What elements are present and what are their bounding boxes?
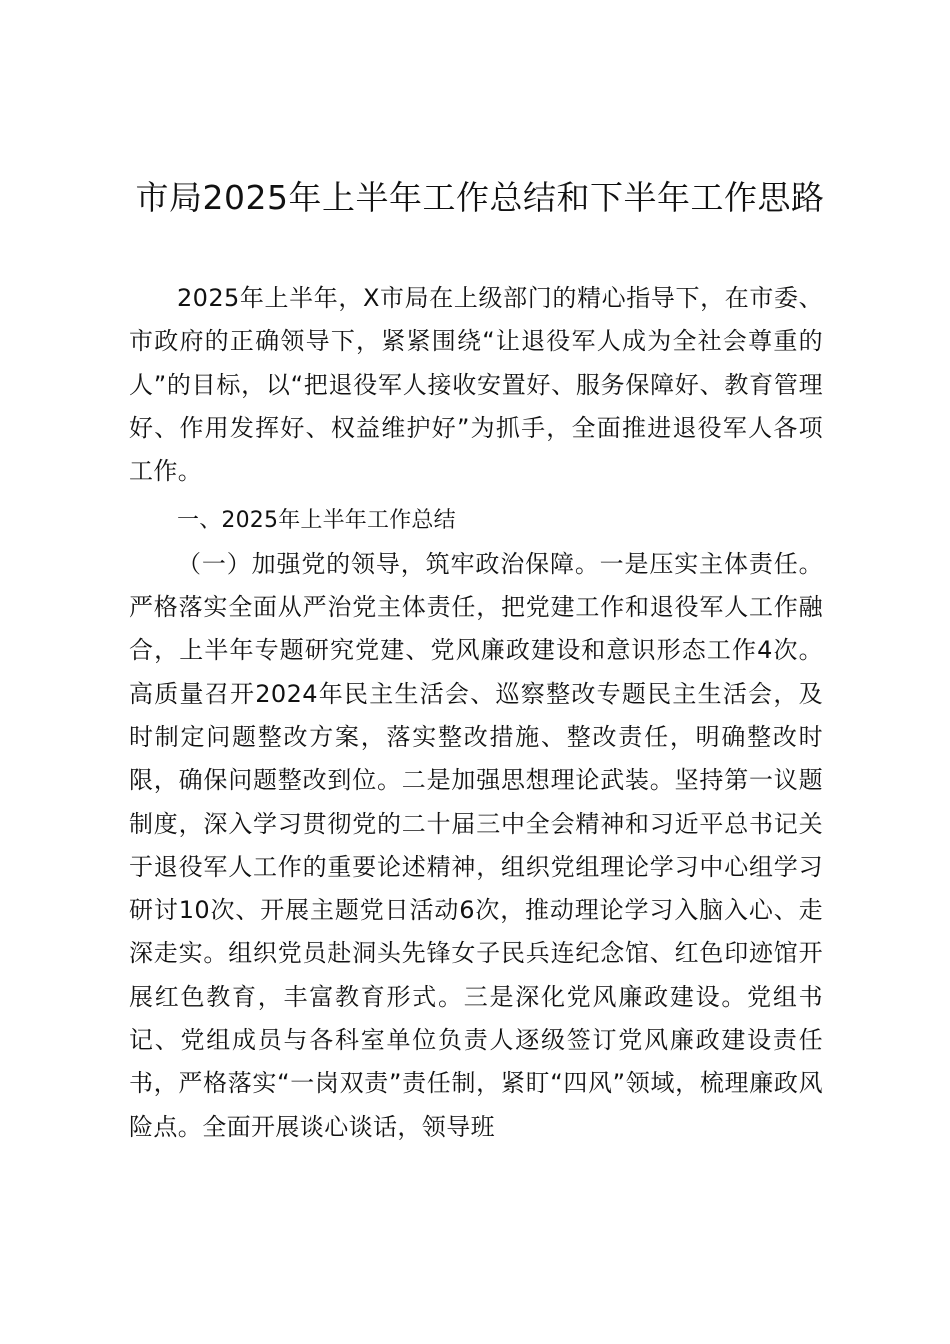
section-paragraph: （一）加强党的领导，筑牢政治保障。一是压实主体责任。严格落实全面从严治党主体责任，把党建工作和退役军人工作融合，上半年专题研究党建、党风廉政建设和意识形态工作4次。高质量召开2024年民主生活会、巡察整改专题民主生活会，及时制定问题整改方案，落实整改措施、整改责任，明确整改时限，确保问题整改到位。二是加强思想理论武装。坚持第一议题制度，深入学习贯彻党的二十届三中全会精神和习近平总书记关于退役军人工作的重要论述精神，组织党组理论学习中心组学习研讨10次、开展主题党日活动6次，推动理论学习入脑入心、走深走实。组织党员赴洞头先锋女子民兵连纪念馆、红色印迹馆开展红色教育，丰富教育形式。三是深化党风廉政建设。党组书记、党组成员与各科室单位负责人逐级签订党风廉政建设责任书，严格落实“一岗双责”责任制，紧盯“四风”领域，梳理廉政风险点。全面开展谈心谈话，领导班 — [129, 549, 823, 1141]
intro-paragraph: 2025年上半年，X市局在上级部门的精心指导下，在市委、市政府的正确领导下，紧紧围绕“让退役军人成为全社会尊重的人”的目标，以“把退役军人接收安置好、服务保障好、教育管理好、作用发挥好、权益维护好”为抓手，全面推进退役军人各项工作。 — [129, 284, 823, 486]
document-body — [129, 277, 823, 1149]
section-heading: 一、2025年上半年工作总结 — [177, 508, 456, 534]
document-title: 市局2025年上半年工作总结和下半年工作思路 — [135, 178, 825, 217]
